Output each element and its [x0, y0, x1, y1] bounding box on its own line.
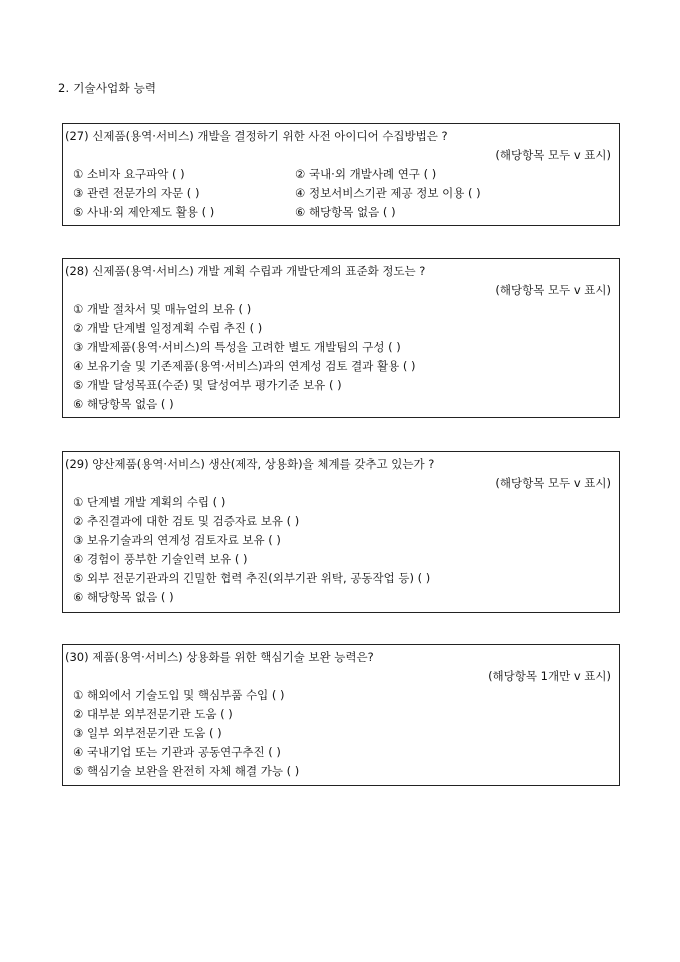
- section-title: 2. 기술사업화 능력: [58, 81, 157, 95]
- q30-option-4[interactable]: ④ 국내기업 또는 기관과 공동연구추진 ( ): [73, 745, 281, 759]
- q27-option-1[interactable]: ① 소비자 요구파악 ( ): [73, 167, 185, 181]
- q28-option-4[interactable]: ④ 보유기술 및 기존제품(용역·서비스)과의 연계성 검토 결과 활용 ( ): [73, 359, 416, 373]
- q30-option-1[interactable]: ① 해외에서 기술도입 및 핵심부품 수입 ( ): [73, 688, 285, 702]
- question-28-box: [62, 258, 620, 418]
- q28-option-6[interactable]: ⑥ 해당항목 없음 ( ): [73, 397, 174, 411]
- q29-option-3[interactable]: ③ 보유기술과의 연계성 검토자료 보유 ( ): [73, 533, 281, 547]
- q28-option-2[interactable]: ② 개발 단계별 일정계획 수립 추진 ( ): [73, 321, 263, 335]
- question-27-note: (해당항목 모두 v 표시): [495, 148, 611, 162]
- q27-option-6[interactable]: ⑥ 해당항목 없음 ( ): [295, 205, 396, 219]
- q27-option-5[interactable]: ⑤ 사내·외 제안제도 활용 ( ): [73, 205, 215, 219]
- q29-option-5[interactable]: ⑤ 외부 전문기관과의 긴밀한 협력 추진(외부기관 위탁, 공동작업 등) ( ): [73, 571, 431, 585]
- question-30-title: (30) 제품(용역·서비스) 상용화를 위한 핵심기술 보완 능력은?: [65, 650, 374, 664]
- q30-option-3[interactable]: ③ 일부 외부전문기관 도움 ( ): [73, 726, 222, 740]
- q29-option-1[interactable]: ① 단계별 개발 계획의 수립 ( ): [73, 495, 226, 509]
- q27-option-4[interactable]: ④ 정보서비스기관 제공 정보 이용 ( ): [295, 186, 481, 200]
- question-27-options: [65, 165, 611, 222]
- question-29-note: (해당항목 모두 v 표시): [495, 476, 611, 490]
- question-28-title: (28) 신제품(용역·서비스) 개발 계획 수립과 개발단계의 표준화 정도는 ?: [65, 264, 426, 278]
- q30-option-5[interactable]: ⑤ 핵심기술 보완을 완전히 자체 해결 가능 ( ): [73, 764, 300, 778]
- q27-option-3[interactable]: ③ 관련 전문가의 자문 ( ): [73, 186, 200, 200]
- q28-option-3[interactable]: ③ 개발제품(용역·서비스)의 특성을 고려한 별도 개발팀의 구성 ( ): [73, 340, 401, 354]
- question-29-box: [62, 451, 620, 613]
- q29-option-6[interactable]: ⑥ 해당항목 없음 ( ): [73, 590, 174, 604]
- q28-option-1[interactable]: ① 개발 절차서 및 매뉴얼의 보유 ( ): [73, 302, 252, 316]
- q29-option-2[interactable]: ② 추진결과에 대한 검토 및 검증자료 보유 ( ): [73, 514, 300, 528]
- question-28-note: (해당항목 모두 v 표시): [495, 283, 611, 297]
- question-27-box: [62, 123, 620, 226]
- q27-option-2[interactable]: ② 국내·외 개발사례 연구 ( ): [295, 167, 437, 181]
- question-27-title: (27) 신제품(용역·서비스) 개발을 결정하기 위한 사전 아이디어 수집방법은 ?: [65, 129, 448, 143]
- question-30-box: [62, 644, 620, 786]
- question-30-note: (해당항목 1개만 v 표시): [488, 669, 611, 683]
- q28-option-5[interactable]: ⑤ 개발 달성목표(수준) 및 달성여부 평가기준 보유 ( ): [73, 378, 342, 392]
- q30-option-2[interactable]: ② 대부분 외부전문기관 도움 ( ): [73, 707, 233, 721]
- q29-option-4[interactable]: ④ 경험이 풍부한 기술인력 보유 ( ): [73, 552, 248, 566]
- question-29-title: (29) 양산제품(용역·서비스) 생산(제작, 상용화)을 체계를 갖추고 있는가 ?: [65, 457, 435, 471]
